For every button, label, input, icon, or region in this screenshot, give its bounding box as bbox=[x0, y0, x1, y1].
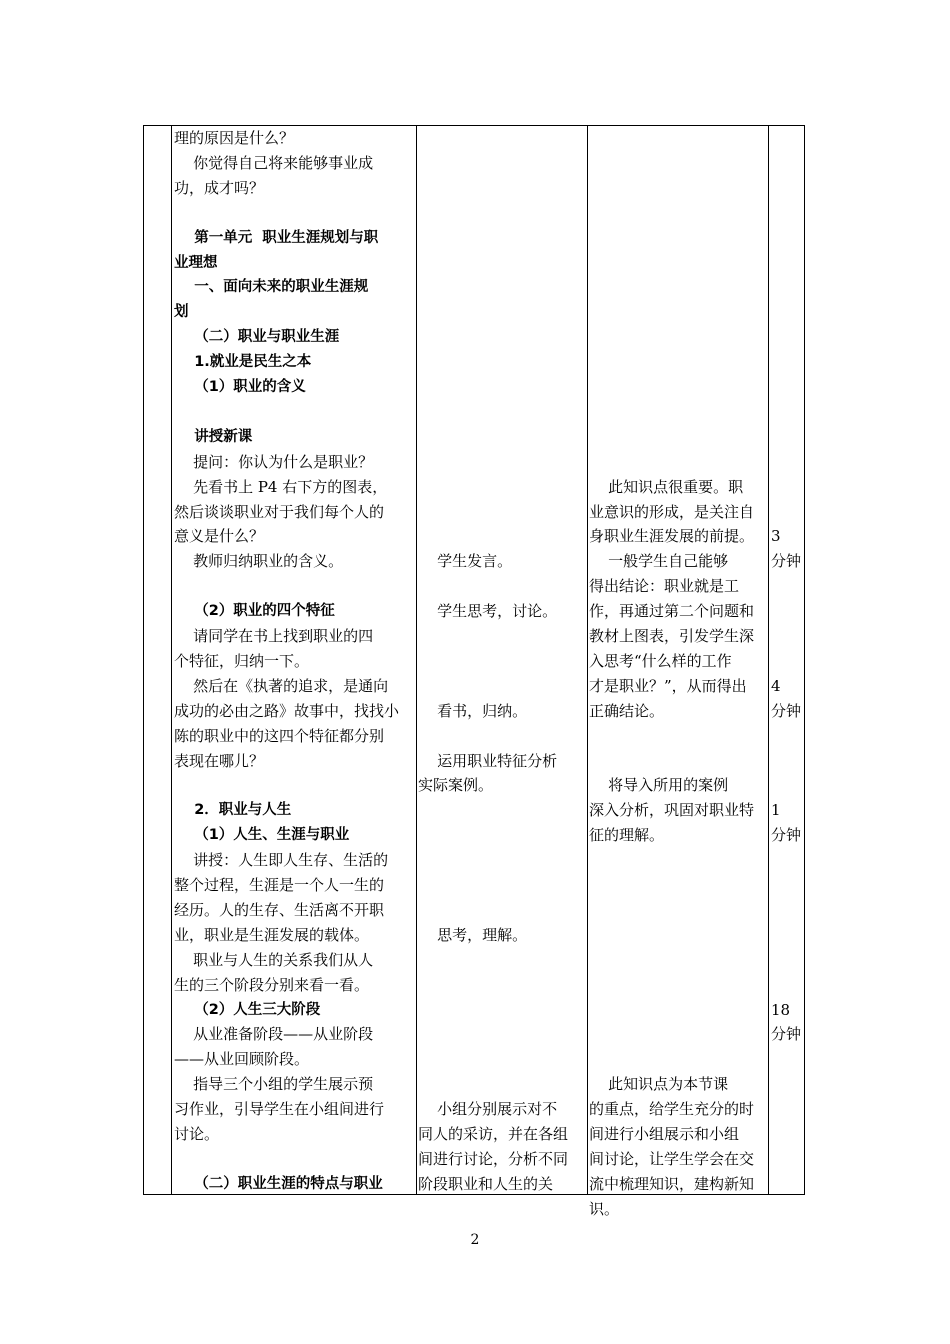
text-line: 理的原因是什么？ bbox=[174, 129, 295, 147]
text-line: （二）职业生涯的特点与职业 bbox=[174, 1176, 383, 1192]
text-line: 你觉得自己将来能够事业成 bbox=[174, 154, 374, 172]
text-line: 划 bbox=[174, 304, 189, 320]
text-line: 分钟 bbox=[771, 1025, 802, 1043]
text-line: 深入分析，巩固对职业特 bbox=[589, 801, 755, 819]
column-divider bbox=[416, 125, 417, 1195]
text-line: 指导三个小组的学生展示预 bbox=[174, 1075, 374, 1093]
text-line: 表现在哪儿？ bbox=[174, 752, 265, 770]
text-line: 学生发言。 bbox=[418, 552, 513, 570]
text-line: 分钟 bbox=[771, 702, 802, 720]
text-line: 征的理解。 bbox=[589, 826, 665, 844]
text-line: 的重点，给学生充分的时 bbox=[589, 1100, 755, 1118]
text-line: 然后谈谈职业对于我们每个人的 bbox=[174, 503, 385, 521]
text-line: 业意识的形成，是关注自 bbox=[589, 503, 755, 521]
text-line: 看书，归纳。 bbox=[418, 702, 528, 720]
text-line: 将导入所用的案例 bbox=[589, 776, 729, 794]
text-line: 同人的采访，并在各组 bbox=[418, 1125, 569, 1143]
text-line: 学生思考，讨论。 bbox=[418, 602, 558, 620]
text-line: （1）职业的含义 bbox=[174, 379, 306, 395]
text-line: （2）人生三大阶段 bbox=[174, 1002, 321, 1018]
text-line: 才是职业？”，从而得出 bbox=[589, 677, 747, 695]
text-line: 间进行小组展示和小组 bbox=[589, 1125, 740, 1143]
text-line: 此知识点很重要。职 bbox=[589, 478, 744, 496]
text-line: 第一单元 职业生涯规划与职 bbox=[174, 230, 379, 246]
text-line: （二）职业与职业生涯 bbox=[174, 329, 340, 345]
text-line: 一般学生自己能够 bbox=[589, 552, 729, 570]
text-line: 功，成才吗？ bbox=[174, 179, 265, 197]
text-line: 职业与人生的关系我们从人 bbox=[174, 951, 374, 969]
column-divider bbox=[768, 125, 769, 1195]
text-line: 间进行讨论，分析不同 bbox=[418, 1150, 569, 1168]
text-line: 习作业，引导学生在小组间进行 bbox=[174, 1100, 385, 1118]
text-line: 讲授：人生即人生存、生活的 bbox=[174, 851, 389, 869]
text-line: 意义是什么？ bbox=[174, 527, 265, 545]
text-line: 教材上图表，引发学生深 bbox=[589, 627, 755, 645]
text-line: 陈的职业中的这四个特征都分别 bbox=[174, 727, 385, 745]
text-line: 业理想 bbox=[174, 255, 218, 271]
text-line: 从业准备阶段——从业阶段 bbox=[174, 1025, 374, 1043]
text-line: 阶段职业和人生的关 bbox=[418, 1175, 554, 1193]
text-line: 3 bbox=[771, 527, 781, 545]
text-line: （1）人生、生涯与职业 bbox=[174, 827, 350, 843]
text-line: 正确结论。 bbox=[589, 702, 665, 720]
text-line: 个特征，归纳一下。 bbox=[174, 652, 310, 670]
text-line: 先看书上 P4 右下方的图表， bbox=[174, 478, 388, 496]
text-line: 一、面向未来的职业生涯规 bbox=[174, 279, 369, 295]
text-line: 作，再通过第二个问题和 bbox=[589, 602, 755, 620]
text-line: 生的三个阶段分别来看一看。 bbox=[174, 976, 370, 994]
text-line: 教师归纳职业的含义。 bbox=[174, 552, 344, 570]
text-line: 业，职业是生涯发展的载体。 bbox=[174, 926, 370, 944]
text-line: 运用职业特征分析 bbox=[418, 752, 558, 770]
text-line: （2）职业的四个特征 bbox=[174, 603, 335, 619]
text-line: 1 bbox=[771, 801, 781, 819]
text-line: 请同学在书上找到职业的四 bbox=[174, 627, 374, 645]
text-line: 实际案例。 bbox=[418, 776, 494, 794]
text-line: 思考，理解。 bbox=[418, 926, 528, 944]
text-line: 然后在《执著的追求，是通向 bbox=[174, 677, 389, 695]
text-line: 分钟 bbox=[771, 552, 802, 570]
text-line: 识。 bbox=[589, 1200, 620, 1218]
text-line: 分钟 bbox=[771, 826, 802, 844]
text-line: 成功的必由之路》故事中，找找小 bbox=[174, 702, 400, 720]
text-line: 2．职业与人生 bbox=[174, 802, 292, 818]
column-divider bbox=[171, 125, 172, 1195]
text-line: 入思考“什么样的工作 bbox=[589, 652, 732, 670]
text-line: 间讨论，让学生学会在交 bbox=[589, 1150, 755, 1168]
text-line: 小组分别展示对不 bbox=[418, 1100, 558, 1118]
text-line: ——从业回顾阶段。 bbox=[174, 1050, 310, 1068]
text-line: 身职业生涯发展的前提。 bbox=[589, 527, 755, 545]
text-line: 4 bbox=[771, 677, 781, 695]
text-line: 流中梳理知识，建构新知 bbox=[589, 1175, 755, 1193]
text-line: 此知识点为本节课 bbox=[589, 1075, 729, 1093]
column-divider bbox=[587, 125, 588, 1195]
text-line: 整个过程，生涯是一个人一生的 bbox=[174, 876, 385, 894]
text-line: 经历。人的生存、生活离不开职 bbox=[174, 901, 385, 919]
text-line: 提问：你认为什么是职业？ bbox=[174, 453, 374, 471]
text-line: 18 bbox=[771, 1001, 791, 1019]
text-line: 得出结论：职业就是工 bbox=[589, 577, 740, 595]
page-number: 2 bbox=[470, 1232, 480, 1248]
text-line: 1.就业是民生之本 bbox=[174, 354, 312, 370]
text-line: 讲授新课 bbox=[174, 429, 253, 445]
text-line: 讨论。 bbox=[174, 1125, 220, 1143]
